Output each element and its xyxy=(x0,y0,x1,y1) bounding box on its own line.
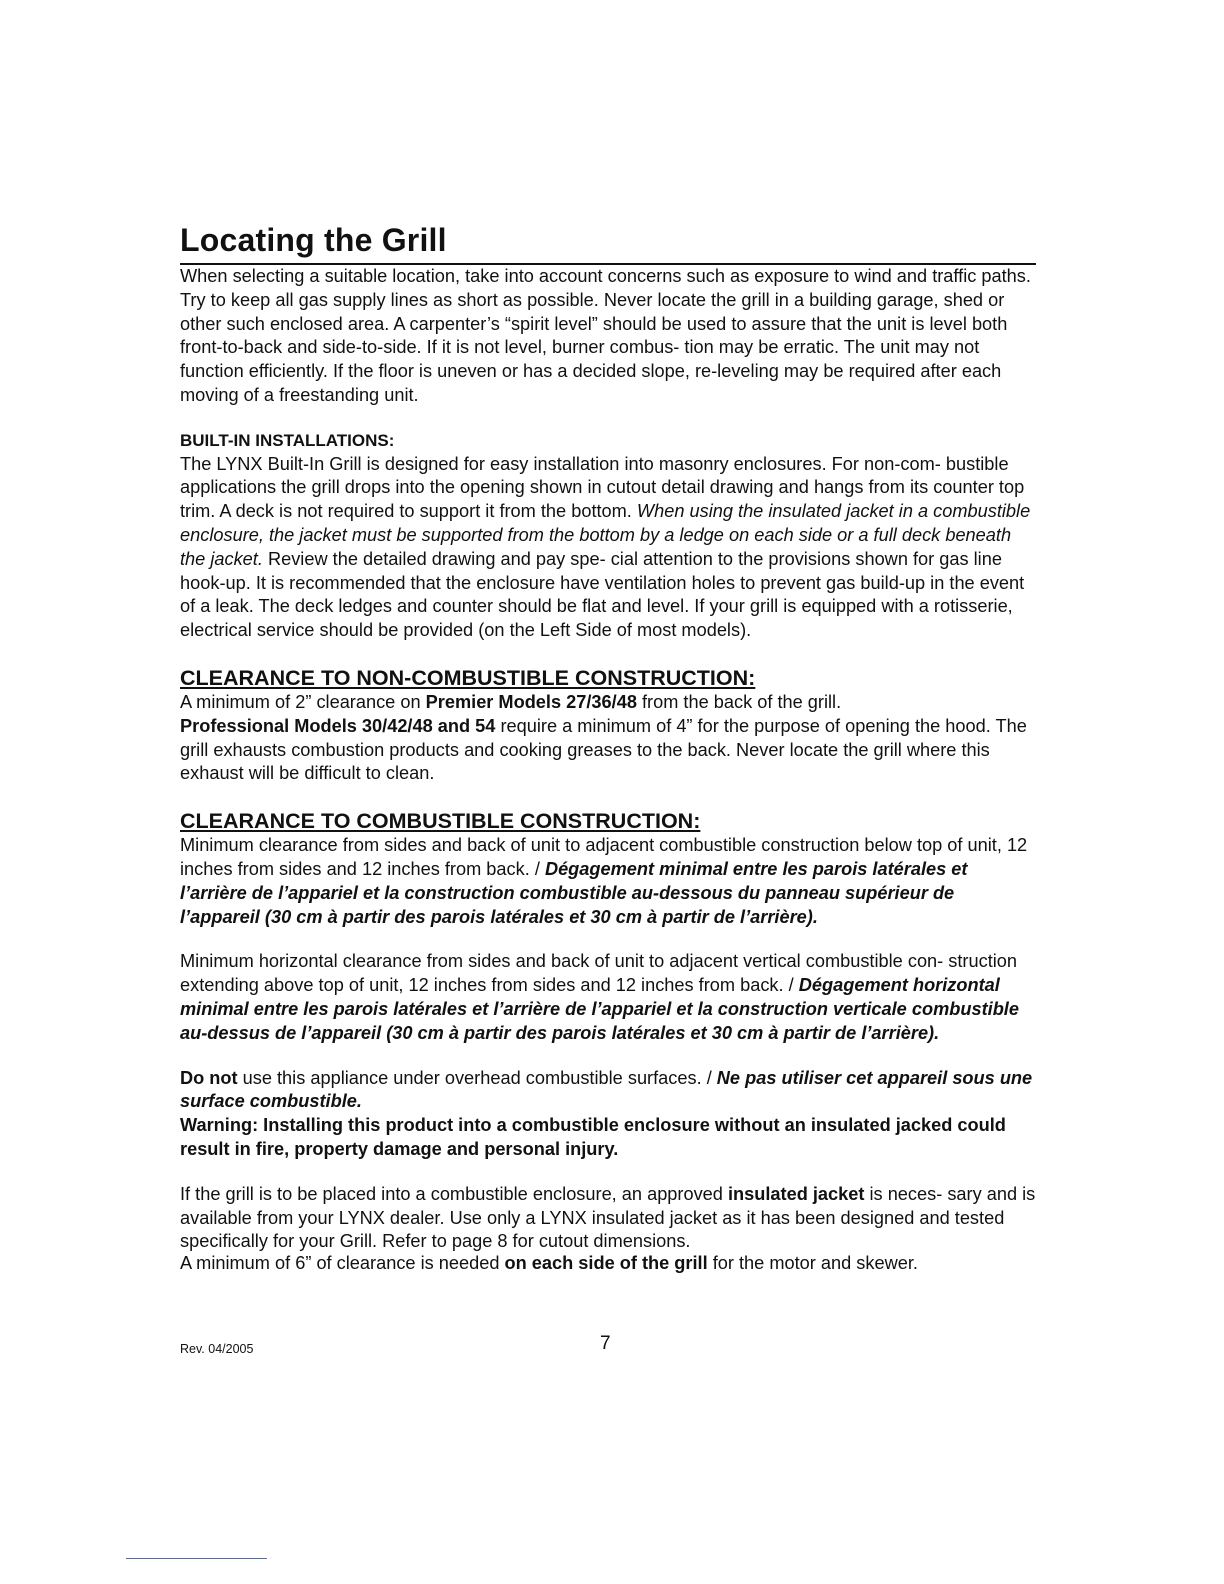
warning-paragraph xyxy=(180,1114,1036,1162)
non-combustible-line-1 xyxy=(180,691,1036,715)
nc-text-a: A minimum of 2” clearance on xyxy=(180,691,426,712)
bottom-rule xyxy=(126,1558,267,1559)
page-number: 7 xyxy=(600,1333,611,1354)
combustible-paragraph-2 xyxy=(180,950,1036,1045)
c-p1-french: Dégagement minimal entre les parois latérales et l’arrière de l’appariel et la construction combustible au-dessous du panneau supérieur de l’appareil (30 cm à partir des parois latérales et 30 cm à partir de l’arrière). xyxy=(180,858,968,927)
builtin-italic-note: When using the insulated jacket in a combustible enclosure, the jacket must be supported from the bottom by a ledge on each side or a full deck beneath the jacket. xyxy=(180,501,1031,569)
each-side: on each side of the grill xyxy=(504,1253,708,1274)
premier-models: Premier Models 27/36/48 xyxy=(425,691,637,712)
c-p5-c: for the motor and skewer. xyxy=(707,1253,918,1274)
nc-text-d: require a minimum of 4” for the purpose of opening the hood. The grill exhausts combustion products and cooking greases to the back. Never locate the grill where this exhaust will be difficult to clean. xyxy=(180,715,1027,784)
c-p4-c: is neces- sary and is available from your LYNX dealer. Use only a LYNX insulated jacket as it has been designed and tested specifically for your Grill. Refer to page 8 for cutout dimensions. xyxy=(180,1183,1036,1252)
non-combustible-heading: CLEARANCE TO NON-COMBUSTIBLE CONSTRUCTION: xyxy=(180,665,756,690)
combustible-paragraph-1 xyxy=(180,834,1036,929)
insulated-jacket: insulated jacket xyxy=(727,1183,865,1204)
do-not: Do not xyxy=(180,1067,238,1088)
builtin-paragraph xyxy=(180,453,1036,643)
c-p2-text: Minimum horizontal clearance from sides and back of unit to adjacent vertical combustible con- struction extending above top of unit, 12 inches from sides and 12 inches from back. / xyxy=(180,951,1018,996)
intro-paragraph: When selecting a suitable location, take into account concerns such as exposure to wind and traffic paths. Try to keep all gas supply lines as short as possible. Never locate the grill in a building garage, shed or other such enclosed area. A carpenter’s “spirit level” should be used to assure that the unit is level both front-to-back and side-to-side. If it is not level, burner combus- tion may be erratic. The unit may not function efficiently. If the floor is uneven or has a decided slope, re-leveling may be required after each moving of a freestanding unit. xyxy=(180,266,1031,405)
c-p1-text: Minimum clearance from sides and back of unit to adjacent combustible construction below top of unit, 12 inches from sides and 12 inches from back. / xyxy=(180,835,1028,879)
combustible-paragraph-4 xyxy=(180,1183,1036,1254)
builtin-text-2: Review the detailed drawing and pay spe- cial attention to the provisions shown for gas line hook-up. It is recommended that the enclosure have ventilation holes to prevent gas build-up in the event of a leak. The deck ledges and counter should be flat and level. If your grill is equipped with a rotisserie, electrical service should be provided (on the Left Side of most models). xyxy=(180,548,1025,641)
c-p3-french: Ne pas utiliser cet appareil sous une surface combustible. xyxy=(180,1067,1033,1112)
warning-text: Warning: Installing this product into a combustible enclosure without an insulated jacked could result in fire, property damage and personal injury. xyxy=(180,1115,1006,1159)
combustible-paragraph-5 xyxy=(180,1254,1036,1273)
nc-text-c: from the back of the grill. xyxy=(636,691,842,712)
professional-models: Professional Models 30/42/48 and 54 xyxy=(180,715,496,736)
revision-label: Rev. 04/2005 xyxy=(180,1342,254,1356)
c-p3-text: use this appliance under overhead combustible surfaces. / xyxy=(237,1067,717,1088)
c-p5-a: A minimum of 6” of clearance is needed xyxy=(180,1253,505,1274)
c-p2-french: Dégagement horizontal minimal entre les parois latérales et l’arrière de l’appariel et la construction verticale combustible au-dessus de l’appareil (30 cm à partir des parois latérales et 30 cm à partir de l’arrière). xyxy=(180,975,1019,1043)
c-p4-a: If the grill is to be placed into a combustible enclosure, an approved xyxy=(180,1183,728,1204)
combustible-heading: CLEARANCE TO COMBUSTIBLE CONSTRUCTION: xyxy=(180,809,701,834)
page-title: Locating the Grill xyxy=(180,222,447,258)
document-page xyxy=(180,218,1036,1273)
combustible-paragraph-3 xyxy=(180,1067,1036,1115)
non-combustible-line-2 xyxy=(180,715,1036,786)
builtin-text-1: The LYNX Built-In Grill is designed for easy installation into masonry enclosures. For non-com- bustible applications the grill drops into the opening shown in cutout detail drawing and hangs from its counter top trim. A deck is not required to support it from the bottom. xyxy=(180,453,1025,522)
builtin-heading: BUILT-IN INSTALLATIONS: xyxy=(180,430,395,450)
